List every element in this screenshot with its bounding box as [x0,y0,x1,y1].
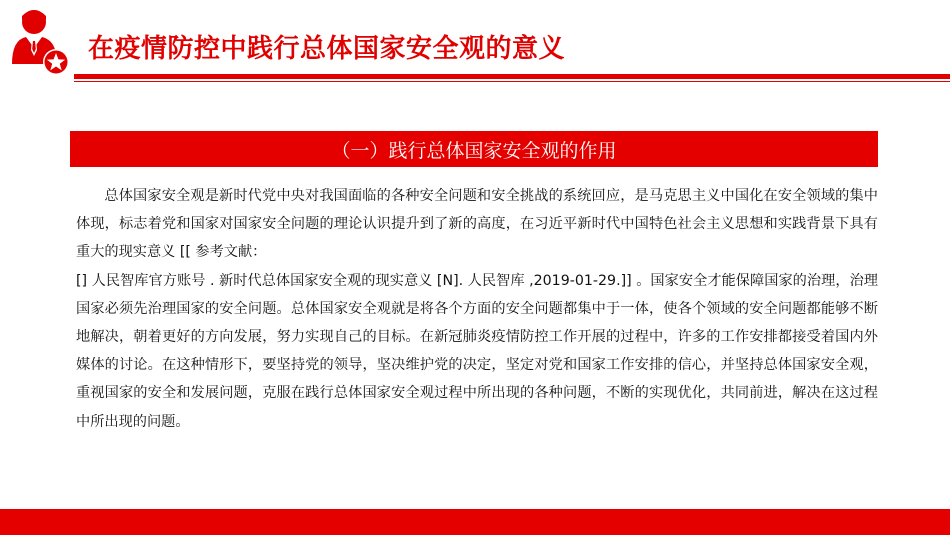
header-divider [74,74,950,79]
body-text [76,182,878,436]
section-heading-banner [70,131,878,167]
header [0,0,950,90]
page-title: 在疫情防控中践行总体国家安全观的意义 [88,34,566,64]
footer-bar [0,509,950,535]
header-divider-thin [74,81,950,82]
paragraph-1: 总体国家安全观是新时代党中央对我国面临的各种安全问题和安全挑战的系统回应，是马克思主义中国化在安全领域的集中体现，标志着党和国家对国家安全问题的理论认识提升到了新的高度，在习近平新时代中国特色社会主义思想和实践背景下具有重大的现实意义 [[ 参考文献： [76,188,878,261]
paragraph-2: [] 人民智库官方账号 . 新时代总体国家安全观的现实意义 [N]. 人民智库 ,2019-01-29.]] 。国家安全才能保障国家的治理，治理国家必须先治理国家的安全问题。总体国家安全观就是将各个方面的安全问题都集中于一体，使各个领域的安全问题都能够不断地解决，朝着更好的方向发展，努力实现自己的目标。在新冠肺炎疫情防控工作开展的过程中，许多的工作安排都接受着国内外媒体的讨论。在这种情形下，要坚持党的领导，坚决维护党的决定，坚定对党和国家工作安排的信心，并坚持总体国家安全观，重视国家的安全和发展问题，克服在践行总体国家安全观过程中所出现的各种问题，不断的实现优化，共同前进，解决在这过程中所出现的问题。 [76,272,878,430]
section-heading: （一）践行总体国家安全观的作用 [331,139,617,162]
person-with-star-icon [10,6,72,76]
